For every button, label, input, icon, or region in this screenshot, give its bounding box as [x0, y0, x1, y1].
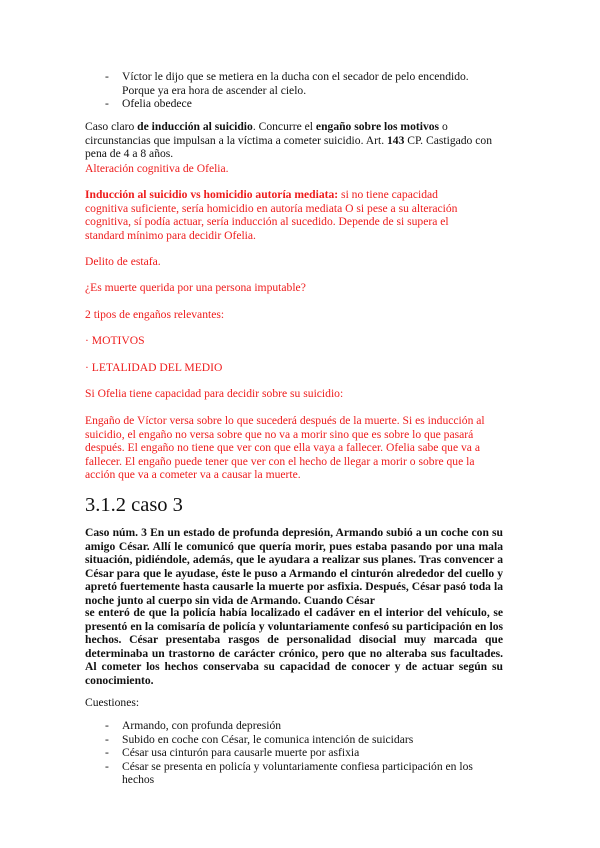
paragraph-tipos: 2 tipos de engaños relevantes:: [85, 308, 225, 321]
list-item: - Armando, con profunda depresión: [105, 719, 282, 732]
facts-list: [85, 70, 503, 111]
cuestiones-list: [85, 719, 503, 787]
list-item: - Subido en coche con César, le comunica intención de suicidars: [105, 732, 414, 746]
section-heading: 3.1.2 caso 3: [85, 494, 183, 516]
list-item: - César usa cinturón para causarle muerte por asfixia: [105, 746, 360, 760]
paragraph-caso3-part1: Caso núm. 3 En un estado de profunda depresión, Armando subió a un coche con su amigo César. Allí le comunicó que quería morir, pues estaba pasando por una mala situación, pidiéndole, además, que le ayudara a realizar sus planes. Tras convencer a César para que le ayudase, éste le puso a Armando el cinturón alrededor del cuello y apretó fuertemente hasta causarle la muerte por asfixia. Después, César pasó toda la noche junto al cuerpo sin vida de Armando. Cuando César: [85, 526, 503, 607]
paragraph-engano: Engaño de Víctor versa sobre lo que sucederá después de la muerte. Si es inducción al suicidio, el engaño no versa sobre que no va a morir sino que es sobre lo que pasará después. El engaño no tiene que ver con que ella vaya a fallecer. Ofelia sabe que va a fallecer. El engaño puede tener que ver con el hecho de llegar a morir o sobre que la acción que va a cometer va a causar la muerte.: [85, 414, 485, 482]
paragraph-caso3-part2: se enteró de que la policía había localizado el cadáver en el interior del vehículo, se presentó en la comisaría de policía y voluntariamente confesó su participación en los hechos. César presentaba rasgos de personalidad disocial muy marcada que determinaba un trastorno de carácter crónico, pero que no alteraba sus facultades. Al cometer los hechos conservaba su capacidad de conocer y de actuar según su conocimiento.: [85, 606, 503, 687]
paragraph-delito: Delito de estafa.: [85, 255, 161, 268]
paragraph-si-ofelia: Si Ofelia tiene capacidad para decidir sobre su suicidio:: [85, 387, 344, 400]
paragraph-caso-claro: Caso claro de inducción al suicidio. Concurre el engaño sobre los motivos o circunstancias que impulsan a la víctima a cometer suicidio. Art. 143 CP. Castigado con pena de 4 a 8 años.: [85, 120, 492, 161]
paragraph-induccion: Inducción al suicidio vs homicidio autoría mediata: si no tiene capacidad cognitiva suficiente, sería homicidio en autoría mediata O si pese a su alteración cognitiva, sí podía actuar, sería inducción al sucedido. Depende de si supera el standard mínimo para decidir Ofelia.: [85, 188, 458, 242]
paragraph-alteracion: Alteración cognitiva de Ofelia.: [85, 162, 229, 175]
list-item: - Víctor le dijo que se metiera en la ducha con el secador de pelo encendido. Porque ya era hora de ascender al cielo.: [105, 70, 469, 97]
paragraph-motivos: · MOTIVOS: [85, 334, 145, 347]
paragraph-cuestiones: Cuestiones:: [85, 696, 140, 709]
paragraph-letalidad: · LETALIDAD DEL MEDIO: [85, 361, 223, 374]
paragraph-pregunta: ¿Es muerte querida por una persona imputable?: [85, 281, 306, 294]
list-item: - Ofelia obedece: [105, 97, 192, 111]
list-item: - César se presenta en policía y voluntariamente confiesa participación en los hechos: [105, 759, 473, 787]
